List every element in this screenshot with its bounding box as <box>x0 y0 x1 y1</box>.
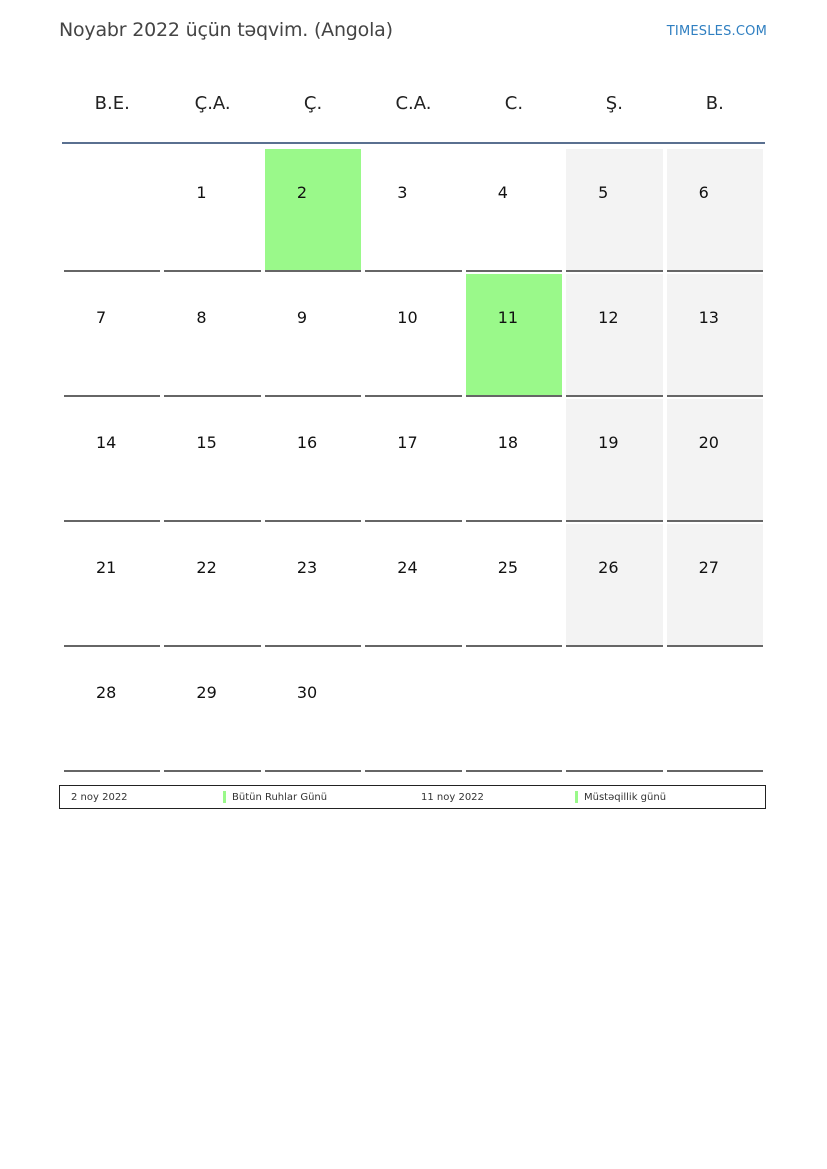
day-number: 16 <box>296 433 318 452</box>
day-number: 13 <box>698 308 719 327</box>
weekday-label: Ç. <box>303 93 323 114</box>
day-number: 4 <box>497 183 508 202</box>
day-cell <box>365 399 461 522</box>
day-number: 7 <box>96 308 107 327</box>
day-cell <box>566 649 662 772</box>
day-number: 5 <box>598 183 609 202</box>
day-cell <box>64 149 160 272</box>
weekday-label: B.E. <box>94 93 130 114</box>
day-cell <box>566 524 662 647</box>
day-number: 1 <box>196 183 207 202</box>
day-cell <box>164 274 260 397</box>
day-number: 22 <box>196 558 217 577</box>
day-cell <box>365 649 461 772</box>
legend-color-marker <box>223 791 226 803</box>
day-cell <box>64 399 160 522</box>
day-number: 19 <box>598 433 619 452</box>
day-number: 3 <box>397 183 408 202</box>
weekday-label: C.A. <box>395 93 432 114</box>
day-number: 26 <box>598 558 619 577</box>
day-cell <box>265 649 361 772</box>
legend-holiday-name: Bütün Ruhlar Günü <box>232 792 328 803</box>
day-number: 27 <box>698 558 719 577</box>
holiday-legend <box>59 785 766 809</box>
day-cell <box>667 399 763 522</box>
day-cell <box>466 399 562 522</box>
day-cell <box>365 149 461 272</box>
legend-date: 11 noy 2022 <box>421 792 484 803</box>
day-number: 25 <box>497 558 519 577</box>
day-number: 17 <box>397 433 418 452</box>
day-cell <box>365 274 461 397</box>
day-cell-holiday <box>265 149 361 272</box>
day-cell <box>164 524 260 647</box>
day-number: 15 <box>196 433 217 452</box>
day-number: 18 <box>497 433 519 452</box>
day-cell <box>265 524 361 647</box>
page-title: Noyabr 2022 üçün təqvim. (Angola) <box>59 19 393 41</box>
day-number: 2 <box>296 183 308 202</box>
day-cell <box>64 274 160 397</box>
weekday-label: C. <box>504 93 524 114</box>
weekday-label: B. <box>705 93 724 114</box>
day-number: 10 <box>397 308 418 327</box>
legend-date: 2 noy 2022 <box>71 792 128 803</box>
day-number: 12 <box>598 308 619 327</box>
weekday-label: Ş. <box>605 93 623 114</box>
day-number: 11 <box>497 308 519 327</box>
day-number: 29 <box>196 683 217 702</box>
day-cell <box>466 649 562 772</box>
day-cell <box>164 649 260 772</box>
legend-color-marker <box>575 791 578 803</box>
day-number: 28 <box>96 683 117 702</box>
day-number: 30 <box>296 683 318 702</box>
day-cell <box>566 149 662 272</box>
day-number: 21 <box>96 558 117 577</box>
day-cell <box>466 524 562 647</box>
weekday-label: Ç.A. <box>194 93 231 114</box>
day-cell <box>667 274 763 397</box>
brand-link[interactable]: TIMESLES.COM <box>666 24 767 39</box>
day-cell <box>365 524 461 647</box>
day-cell <box>667 524 763 647</box>
day-cell <box>466 149 562 272</box>
day-cell-holiday <box>466 274 562 397</box>
day-cell <box>164 149 260 272</box>
day-number: 24 <box>397 558 418 577</box>
day-cell <box>64 524 160 647</box>
day-cell <box>667 149 763 272</box>
day-cell <box>164 399 260 522</box>
day-cell <box>64 649 160 772</box>
weekday-header-row <box>62 80 765 144</box>
calendar-grid <box>62 147 765 772</box>
day-number: 14 <box>96 433 117 452</box>
day-number: 6 <box>698 183 709 202</box>
legend-holiday-name: Müstəqillik günü <box>584 792 667 803</box>
day-number: 8 <box>196 308 207 327</box>
day-number: 9 <box>296 308 308 327</box>
day-cell <box>265 274 361 397</box>
day-number: 23 <box>296 558 318 577</box>
day-cell <box>667 649 763 772</box>
day-number: 20 <box>698 433 719 452</box>
day-cell <box>566 274 662 397</box>
day-cell <box>566 399 662 522</box>
day-cell <box>265 399 361 522</box>
